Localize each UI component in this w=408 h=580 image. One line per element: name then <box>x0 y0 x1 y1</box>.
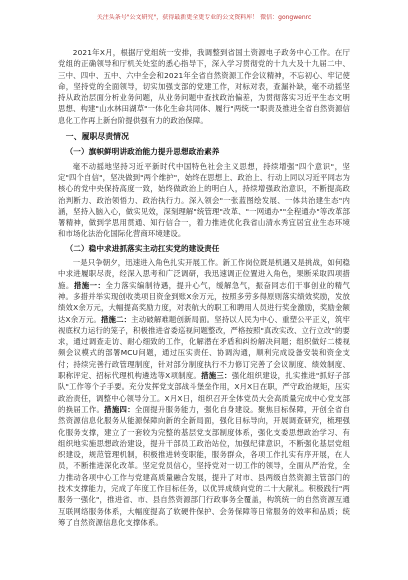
header-banner[interactable]: 关注头条号"公文研究"，获得最新更全更专业的公文资料库！ 微信：gongwenrc <box>96 14 312 21</box>
measure-label: 措施四： <box>104 404 135 414</box>
subsection-heading-2: （二）稳中求进抓落实主动扛实党的建设责任 <box>65 243 220 253</box>
measure-label: 措施三： <box>201 371 232 381</box>
section-heading: 一、履职尽责情况 <box>65 132 129 142</box>
measure-label: 措施一： <box>73 280 106 290</box>
paragraph-run: 主动破解难题创新局面。坚持以人民为中心、重塑公平正义，筑牢视底权力运行的笼子，积极推进省委巡视问题整改，严格按照"真改实改、立行立改"的要求，通过调查走访、耐心细致的工作，化解潜在矛盾和纠纷解决问题；组织做好二楼视频会议模式的部署MCU问题，通过压实责任、协调沟通，顺利完成设备安装和资金支付；持续完善行政管理制度，针对部分制度执行不力修订完善了会议制度、绩效制度、职称评定、招标代理机构遴选等X项制度。 <box>58 314 351 381</box>
subsection-heading-1: （一）旗帜鲜明讲政治能力提升思想政治素养 <box>65 147 220 157</box>
intro-paragraph: 2021年X月，根据厅党组统一安排，我调整到省国土资源电子政务中心工作。在厅党组的正确领导和厅机关处室的悉心指导下，深入学习贯彻党的十九大及十九届二中、三中、四中、五中、六中全会和2021年全省自然资源工作会议精神，不忘初心、牢记使命，坚持党的全面领导，切实加强支部的党建工作，对标对表，查漏补缺，毫不动摇坚持从政治层面分析业务问题，从业务问题中查找政治偏差，为贯彻落实习近平生态文明思想、构建"山水林田湖草"一体化生命共同体、履行"两统一"职责及推进全省自然资源信息化工作再上新台阶提供强有力的政治保障。 <box>58 48 350 125</box>
subsection-2-paragraph <box>58 257 350 528</box>
paragraph-run: 强化组织建设，扎实推进"抓好子部队"工作等个子手要。充分发挥党支部战斗堡垒作用，X月X日在职，严守政治规矩，压实政治责任，调整中心领导分工。X月X日，组织召开全体党员大会高质量完成中心党支部的换届工作。 <box>58 371 350 414</box>
measure-label: 措施二： <box>100 314 132 324</box>
document-body <box>58 47 350 528</box>
paragraph-run: 积极践行"两服务一强化"，推进省、市、县自然资源部门行政事务全覆盖，构筑统一的自然资源互通互联网络服务体系，大幅度提高了软硬件保护、会务保障等日常服务的效率和品质；统筹了自然资源信息化支撑体系。 <box>58 483 351 527</box>
paragraph-run: 全力落实编制待遇，提升心气，缓解急气，振奋同志们干事创业的精气神。多措并举实现创收类项目资金到账X余万元，按照多劳多得原则落实绩效奖励，发放绩效X余万元，大幅提高奖励力度，对表航大的职工和聘用人员进行奖金激励，奖励金额达X余万元。 <box>58 280 351 324</box>
subsection-1-paragraph: 毫不动摇地坚持习近平新时代中国特色社会主义思想，持续增强"四个意识"，坚定"四个自信"，坚决做到"两个维护"，始终在思想上、政治上、行动上同以习近平同志为核心的党中央保持高度一致，始终做政治上的明白人，持续增强政治意识，不断提高政治判断力、政治领悟力、政治执行力。深入领会"一张蓝图绘发展、一体共治建生态"内涵，坚持入脑入心，做实见效，深刻理解"统管理"改革、"一网通办""全程通办"等改革部署精神，做到学思用贯通、知行信合一，着力推进优化我省山清水秀宜居宜业生态环境和市场化法治化国际化营商环境建设。 <box>58 161 350 239</box>
paragraph-run: 全面提升服务能力，强化自身建设。聚焦目标保障，开创全省自然资源信息化服务从能源保障向新的全新局面，强化目标导向，开展调查研究，梳理强化服务支撑，建立了一套较为完整的基层党支部制度体系，强化支委思想政治学习、有组织地实施思想政治建设，提升干部员工政治站位，加强纪律意识，不断强化基层党组织建设，规范管理机制，积极推进转变职能，服务群众，各项工作扎实有序开展，在人员，不断推进深化改革。坚定党员信心，坚持党对一切工作的领导，全面从严治党，全力推动各项中心工作与党建高质量融合发展，提升了对市、县两级自然资源主管部门的技术支撑能力，完成了年度工作目标任务，以优异成绩向党的二十大献礼。 <box>58 404 350 493</box>
paragraph-run: 一是只争朝夕，迅速进入角色扎实开展工作。新工作岗位既是机遇又是挑战，如何稳中求进履职尽责，经深入思考和广泛调研，我迅速调正位置进入角色，果断采取四项措施。 <box>58 258 350 290</box>
